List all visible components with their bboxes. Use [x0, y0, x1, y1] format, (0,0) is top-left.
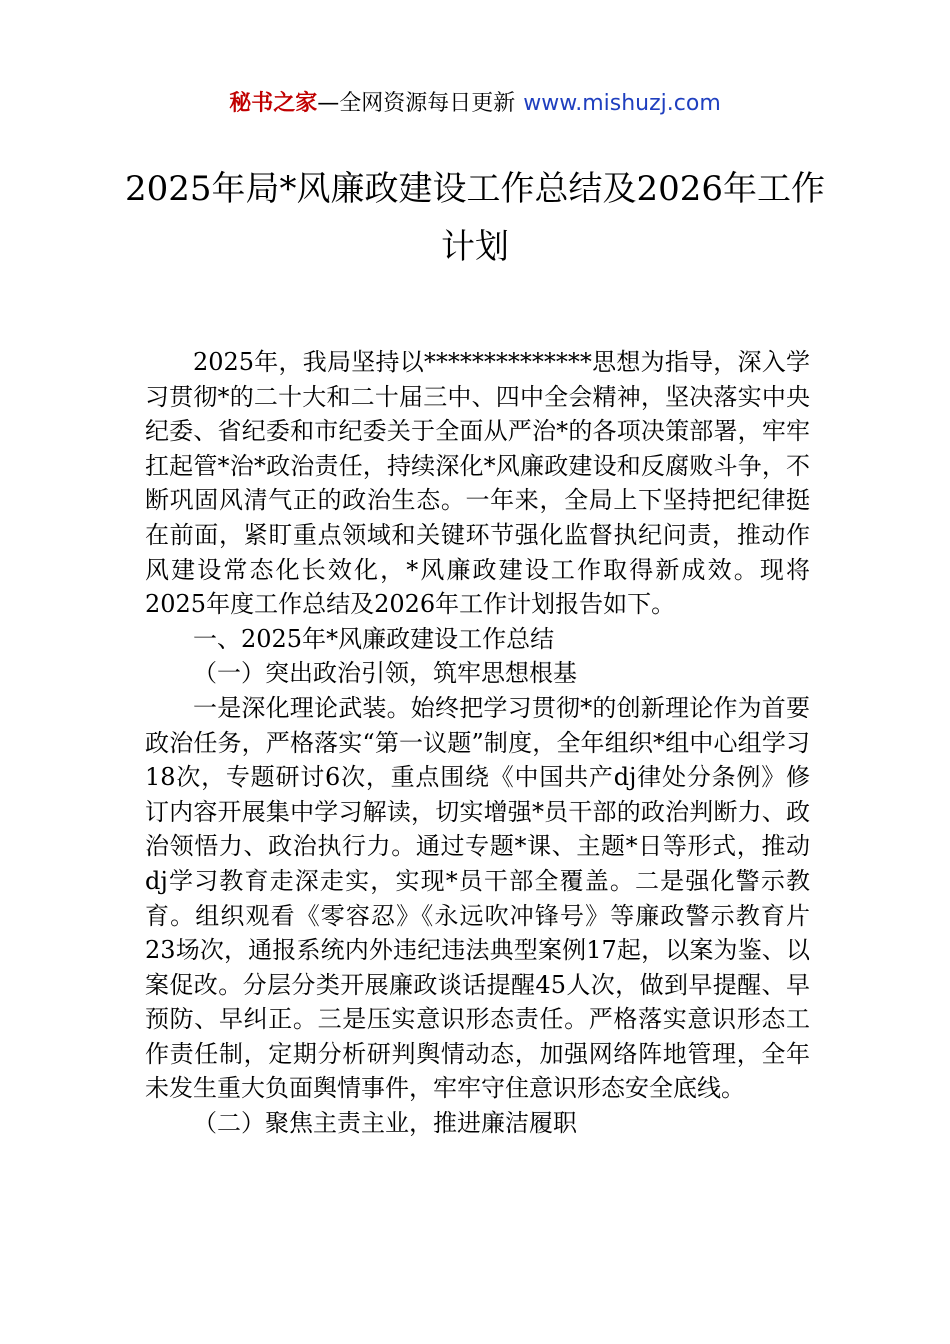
- subsection-heading-2: （二）聚焦主责主业，推进廉洁履职: [193, 1109, 577, 1138]
- site-header: [0, 88, 950, 120]
- header-dash: —: [317, 91, 340, 116]
- site-brand: 秘书之家: [229, 91, 318, 116]
- subsection-heading-1: （一）突出政治引领，筑牢思想根基: [193, 659, 577, 688]
- body-paragraph: 一是深化理论武装。始终把学习贯彻*的创新理论作为首要政治任务，严格落实“第一议题”制度，全年组织*组中心组学习18次，专题研讨6次，重点围绕《中国共产dj律处分条例》修订内容开展集中学习解读，切实增强*员干部的政治判断力、政治领悟力、政治执行力。通过专题*课、主题*日等形式，推动dj学习教育走深走实，实现*员干部全覆盖。二是强化警示教育。组织观看《零容忍》《永远吹冲锋号》等廉政警示教育片23场次，通报系统内外违纪违法典型案例17起，以案为鉴、以案促改。分层分类开展廉政谈话提醒45人次，做到早提醒、早预防、早纠正。三是压实意识形态责任。严格落实意识形态工作责任制，定期分析研判舆情动态，加强网络阵地管理，全年未发生重大负面舆情事件，牢牢守住意识形态安全底线。: [145, 693, 810, 1103]
- section-heading-1: 一、2025年*风廉政建设工作总结: [193, 624, 555, 653]
- document-title: 2025年局*风廉政建设工作总结及2026年工作计划: [124, 169, 826, 267]
- intro-paragraph: 2025年，我局坚持以**************思想为指导，深入学习贯彻*的二十大和二十届三中、四中全会精神，坚决落实中央纪委、省纪委和市纪委关于全面从严治*的各项决策部署，牢牢扛起管*治*政治责任，持续深化*风廉政建设和反腐败斗争，不断巩固风清气正的政治生态。一年来，全局上下坚持把纪律挺在前面，紧盯重点领域和关键环节强化监督执纪问责，推动作风建设常态化长效化，*风廉政建设工作取得新成效。现将2025年度工作总结及2026年工作计划报告如下。: [145, 348, 810, 619]
- document-body: [145, 345, 810, 1141]
- site-url-link[interactable]: www.mishuzj.com: [523, 91, 721, 116]
- site-slogan: 全网资源每日更新: [339, 91, 516, 116]
